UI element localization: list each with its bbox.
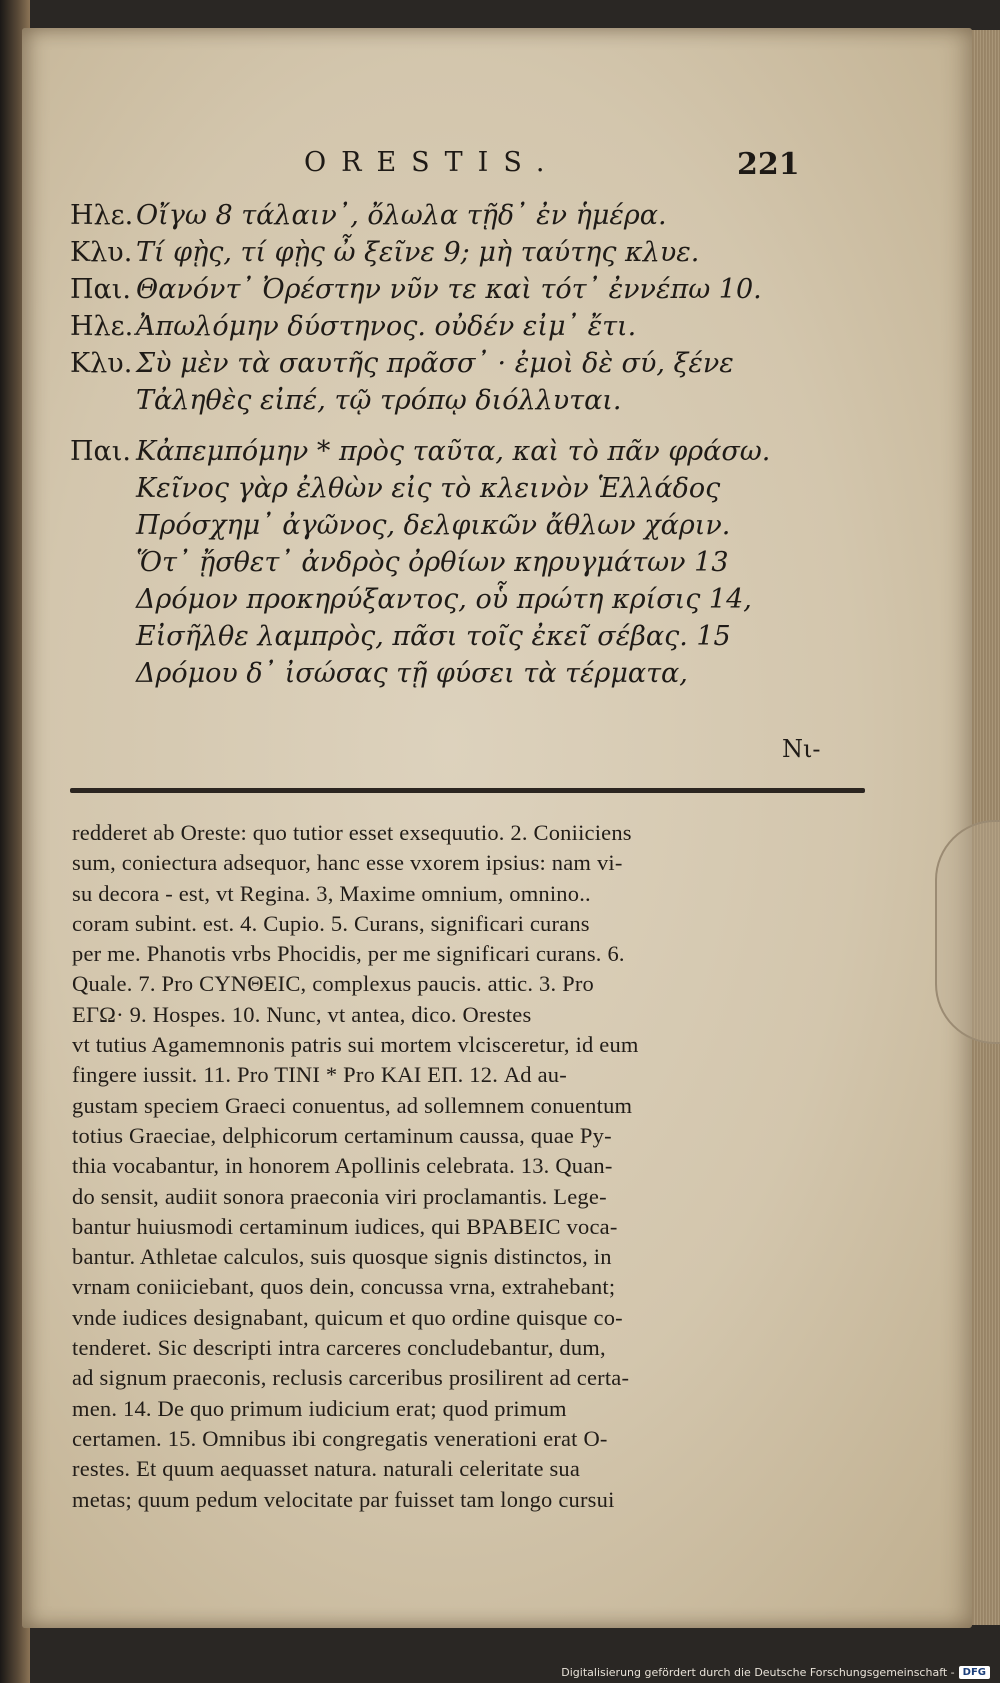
note-line: fingere iussit. 11. Pro TINI * Pro KAI EΠ. 12. Ad au- <box>72 1062 567 1088</box>
verse-line <box>70 510 850 547</box>
note-line: tenderet. Sic descripti intra carceres concludebantur, dum, <box>72 1335 606 1361</box>
page-clip <box>935 820 1000 1044</box>
note-line: per me. Phanotis vrbs Phocidis, per me significari curans. 6. <box>72 941 625 967</box>
note-line: men. 14. De quo primum iudicium erat; quod primum <box>72 1395 567 1421</box>
speaker-label: Παι. <box>70 274 131 305</box>
note-line: restes. Et quum aequasset natura. naturali celeritate sua <box>72 1456 581 1482</box>
verse-text: Κεῖνος γὰρ ἐλθὼν εἰς τὸ κλεινὸν Ἑλλάδος <box>136 473 721 504</box>
note-line: thia vocabantur, in honorem Apollinis celebrata. 13. Quan- <box>72 1153 613 1179</box>
note-line: totius Graeciae, delphicorum certaminum caussa, quae Py- <box>72 1122 612 1148</box>
note-line: su decora - est, vt Regina. 3, Maxime omnium, omnino.. <box>72 880 591 906</box>
note-line: ΕΓΩ· 9. Hospes. 10. Nunc, vt antea, dico. Orestes <box>72 1001 532 1027</box>
page-number: 221 <box>737 147 800 182</box>
note-line: vt tutius Agamemnonis patris sui mortem vlcisceretur, id eum <box>72 1032 639 1058</box>
verse-line <box>70 436 850 473</box>
note-line: certamen. 15. Omnibus ibi congregatis venerationi erat O- <box>72 1425 608 1451</box>
verse-line <box>70 385 850 422</box>
verse-text: Εἰσῆλθε λαμπρὸς, πᾶσι τοῖς ἐκεῖ σέβας. 15 <box>136 621 731 652</box>
catchword: Νι- <box>782 735 821 763</box>
note-line: ad signum praeconis, reclusis carceribus prosilirent ad certa- <box>72 1365 630 1391</box>
note-line: metas; quum pedum velocitate par fuisset tam longo cursui <box>72 1486 615 1512</box>
verse-line <box>70 621 850 658</box>
dfg-logo: DFG <box>959 1666 990 1679</box>
speaker-label: Κλυ. <box>70 348 133 379</box>
verse-text: Πρόσχημ᾽ ἀγῶνος, δελφικῶν ἄθλων χάριν. <box>136 510 731 541</box>
running-head <box>22 123 972 182</box>
verse-text: Τί φῂς, τί φῂς ὦ ξεῖνε 9; μὴ ταύτης κλυε. <box>136 237 700 268</box>
digitization-footer <box>561 1666 990 1679</box>
footer-credit: Digitalisierung gefördert durch die Deutsche Forschungsgemeinschaft - <box>561 1666 955 1679</box>
verse-text: Δρόμου δ᾽ ἰσώσας τῇ φύσει τὰ τέρματα, <box>136 658 688 689</box>
verse-line <box>70 237 850 274</box>
verse-line <box>70 311 850 348</box>
verse-line <box>70 200 850 237</box>
verse-text: Θανόντ᾽ Ὀρέστην νῦν τε καὶ τότ᾽ ἐννέπω 10. <box>136 274 762 305</box>
verse-text: Ὅτ᾽ ᾔσθετ᾽ ἀνδρὸς ὀρθίων κηρυγμάτων 13 <box>136 547 729 578</box>
note-line: bantur huiusmodi certaminum iudices, qui BPABEIC voca- <box>72 1213 618 1239</box>
speaker-label: Ηλε. <box>70 200 134 231</box>
footnote-rule <box>70 788 865 793</box>
note-line: sum, coniectura adsequor, hanc esse vxorem ipsius: nam vi- <box>72 850 623 876</box>
book-page <box>22 28 972 1628</box>
note-line: vnde iudices designabant, quicum et quo ordine quisque co- <box>72 1304 623 1330</box>
note-line: gustam speciem Graeci conuentus, ad sollemnem conuentum <box>72 1092 633 1118</box>
verse-line <box>70 348 850 385</box>
running-head-title: ORESTIS. <box>304 147 560 178</box>
verse-line <box>70 547 850 584</box>
note-line: bantur. Athletae calculos, suis quosque signis distinctos, in <box>72 1244 612 1270</box>
verse-line <box>70 584 850 621</box>
verse-text: Οἴγω 8 τάλαιν᾽, ὄλωλα τῇδ᾽ ἐν ἡμέρα. <box>136 200 667 231</box>
note-line: vrnam coniiciebant, quos dein, concussa vrna, extrahebant; <box>72 1274 616 1300</box>
note-line: coram subint. est. 4. Cupio. 5. Curans, significari curans <box>72 910 590 936</box>
verse-text: Κἀπεμπόμην * πρὸς ταῦτα, καὶ τὸ πᾶν φράσω. <box>136 436 771 467</box>
verse-line <box>70 658 850 695</box>
speaker-label: Παι. <box>70 436 131 467</box>
note-line: Quale. 7. Pro CYNΘEIC, complexus paucis. attic. 3. Pro <box>72 971 594 997</box>
verse-line <box>70 473 850 510</box>
verse-text: Ἀπωλόμην δύστηνος. οὐδέν εἰμ᾽ ἔτι. <box>136 311 637 342</box>
verse-text: Δρόμον προκηρύξαντος, οὗ πρώτη κρίσις 14, <box>136 584 752 615</box>
note-line: redderet ab Oreste: quo tutior esset exsequutio. 2. Coniiciens <box>72 820 632 845</box>
speaker-label: Κλυ. <box>70 237 133 268</box>
greek-verse-block <box>70 200 850 695</box>
verse-line <box>70 274 850 311</box>
note-line: do sensit, audiit sonora praeconia viri proclamantis. Lege- <box>72 1183 607 1209</box>
latin-notes-block <box>72 818 877 1515</box>
verse-text: Σὺ μὲν τὰ σαυτῆς πρᾶσσ᾽ · ἐμοὶ δὲ σύ, ξένε <box>136 348 734 379</box>
speaker-label: Ηλε. <box>70 311 134 342</box>
verse-text: Τἀληθὲς εἰπέ, τῷ τρόπῳ διόλλυται. <box>136 385 622 416</box>
